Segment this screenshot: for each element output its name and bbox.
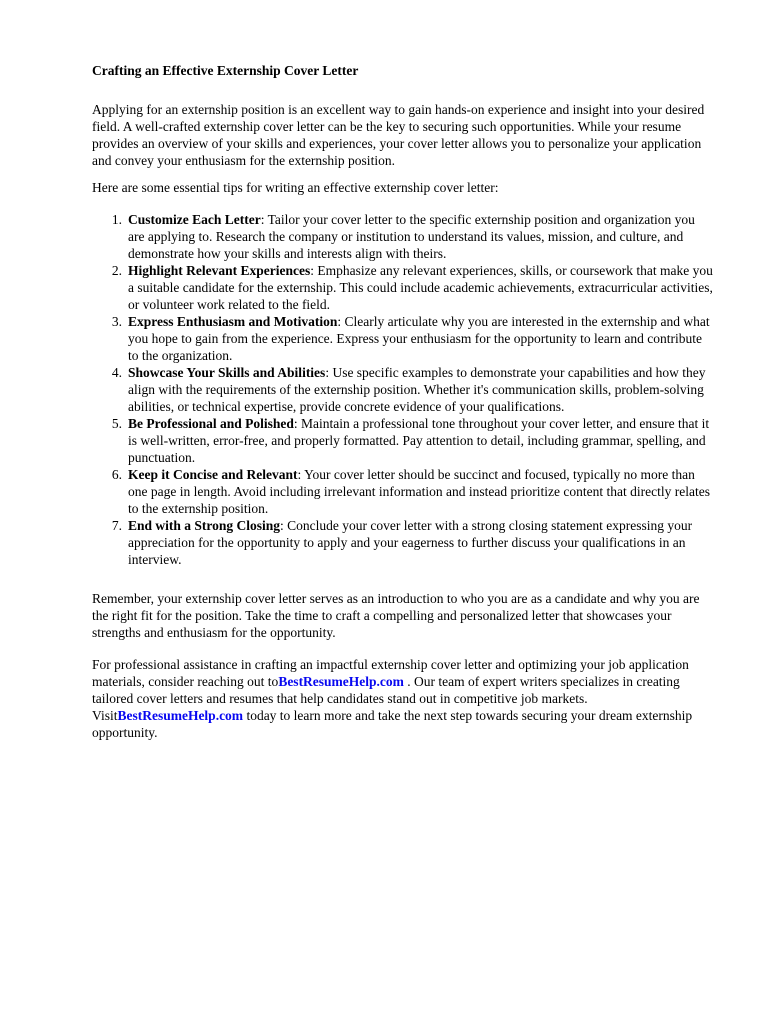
tip-item-5 — [92, 415, 714, 466]
tip-number: 4. — [111, 365, 122, 380]
tip-item-3 — [92, 313, 714, 364]
tip-number: 3. — [111, 314, 122, 329]
tip-title: Keep it Concise and Relevant — [128, 467, 298, 482]
tip-text: : Clearly articulate why you are interested in the externship and what you hope to gain from the experience. Express your enthusiasm for the opportunity to learn and contribute to the organization. — [128, 314, 710, 363]
tip-number: 1. — [111, 212, 122, 227]
tip-number: 2. — [111, 263, 122, 278]
tip-text: : Your cover letter should be succinct and focused, typically no more than one page in length. Avoid including irrelevant information and instead prioritize content that directly relates to the externship position. — [128, 467, 710, 516]
tip-item-1 — [92, 211, 714, 262]
tip-item-7 — [92, 517, 714, 568]
tip-number: 6. — [111, 467, 122, 482]
tip-number: 7. — [111, 518, 122, 533]
tip-item-6 — [92, 466, 714, 517]
tip-number: 5. — [111, 416, 122, 431]
tip-item-2 — [92, 262, 714, 313]
tip-text: : Emphasize any relevant experiences, skills, or coursework that make you a suitable candidate for the externship. This could include academic achievements, extracurricular activities, or volunteer work related to the field. — [128, 263, 713, 312]
tip-title: Express Enthusiasm and Motivation — [128, 314, 338, 329]
bestresumehelp-link-1[interactable]: BestResumeHelp.com — [278, 674, 404, 689]
promo-text-2: . Our team of expert writers specializes in creating tailored cover letters and resumes that help candidates stand out in competitive job markets. Visit — [92, 674, 680, 723]
tip-title: End with a Strong Closing — [128, 518, 281, 533]
intro-paragraph: Applying for an externship position is an excellent way to gain hands-on experience and insight into your desired field. A well-crafted externship cover letter can be the key to securing such opportunities. While your resume provides an overview of your skills and experiences, your cover letter allows you to personalize your application and convey your enthusiasm for the externship position. — [92, 102, 705, 168]
bestresumehelp-link-2[interactable]: BestResumeHelp.com — [117, 708, 244, 723]
tips-list — [92, 211, 714, 568]
tip-text: : Tailor your cover letter to the specific externship position and organization you are applying to. Research the company or institution to understand its values, mission, and culture, and demonstrate how your skills and interests align with theirs. — [128, 212, 695, 261]
promo-paragraph — [92, 656, 714, 741]
tips-lead-paragraph: Here are some essential tips for writing an effective externship cover letter: — [92, 180, 499, 195]
document-title: Crafting an Effective Externship Cover Letter — [92, 63, 359, 78]
closing-paragraph: Remember, your externship cover letter serves as an introduction to who you are as a candidate and why you are the right fit for the position. Take the time to craft a compelling and personalized letter that showcases your strengths and enthusiasm for the opportunity. — [92, 591, 700, 640]
tip-title: Customize Each Letter — [128, 212, 261, 227]
tip-item-4 — [92, 364, 714, 415]
tip-text: : Conclude your cover letter with a strong closing statement expressing your appreciation for the opportunity to apply and your eagerness to further discuss your qualifications in an interview. — [128, 518, 693, 567]
tip-title: Be Professional and Polished — [128, 416, 294, 431]
promo-text-3: today to learn more and take the next step towards securing your dream externship opportunity. — [92, 708, 693, 740]
tip-text: : Use specific examples to demonstrate your capabilities and how they align with the requirements of the externship position. Whether it's communication skills, problem-solving abilities, or technical expertise, provide concrete evidence of your qualifications. — [128, 365, 706, 414]
promo-text-1: For professional assistance in crafting an impactful externship cover letter and optimizing your job application materials, consider reaching out to — [92, 657, 689, 689]
tip-text: : Maintain a professional tone throughout your cover letter, and ensure that it is well-written, error-free, and properly formatted. Pay attention to detail, including grammar, spelling, and punctuation. — [128, 416, 710, 465]
tip-title: Showcase Your Skills and Abilities — [128, 365, 326, 380]
tip-title: Highlight Relevant Experiences — [128, 263, 311, 278]
